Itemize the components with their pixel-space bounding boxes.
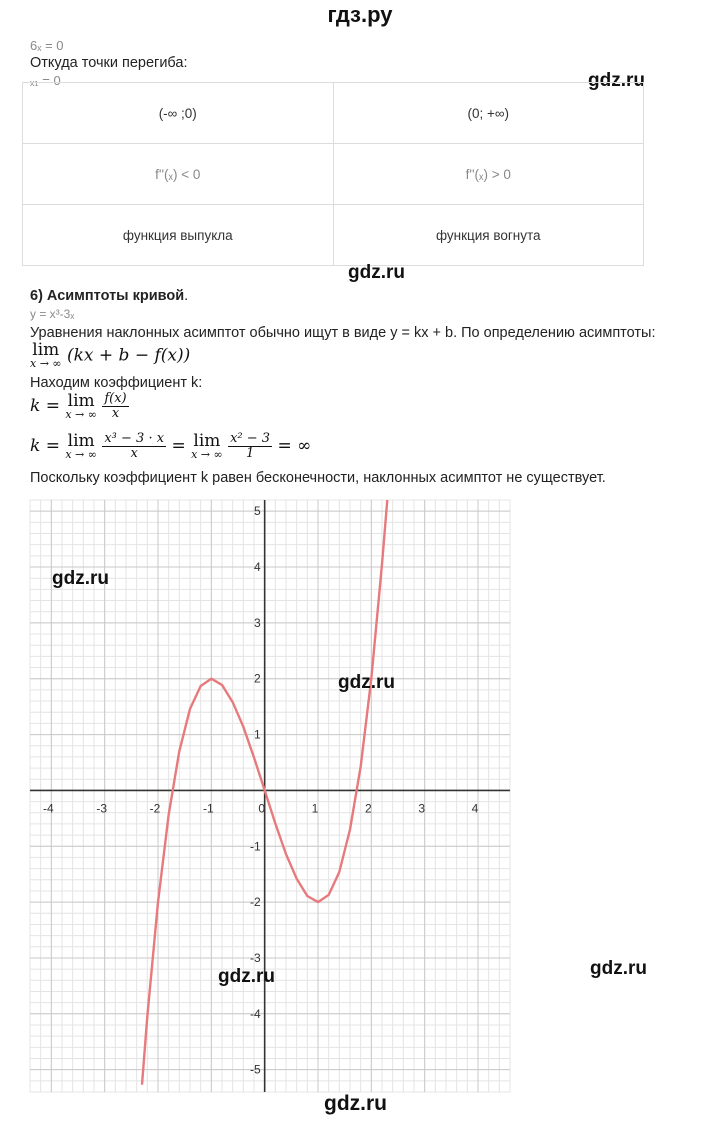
y-tick-label: 4 (253, 560, 261, 575)
watermark: gdz.ru (338, 672, 395, 693)
k-equals: k = (30, 396, 60, 416)
table-cell: f''(ₓ) > 0 (333, 144, 644, 205)
function-label: y = x³-3ₓ (30, 307, 75, 321)
lim-word: lim (193, 430, 221, 451)
fraction-denominator: x (111, 406, 120, 421)
fraction-numerator: x³ − 3 · x (104, 431, 165, 446)
x-tick-label: 4 (471, 801, 479, 816)
x-tick-label: -1 (202, 801, 214, 816)
watermark: gdz.ru (588, 70, 645, 91)
fraction-numerator: f(x) (104, 391, 127, 406)
watermark: gdz.ru (590, 958, 647, 979)
lim-word: lim (67, 430, 95, 451)
table-cell: функция выпукла (23, 205, 334, 266)
conclusion: Поскольку коэффициент k равен бесконечности, наклонных асимптот не существует. (30, 470, 606, 486)
y-tick-label: -3 (249, 950, 261, 965)
result: = ∞ (277, 436, 312, 456)
asymptote-intro: Уравнения наклонных асимптот обычно ищут в виде y = kx + b. По определению асимптоты: (30, 325, 656, 341)
section-heading-text: 6) Асимптоты кривой (30, 288, 185, 304)
lim-sub: x → ∞ (30, 357, 62, 370)
inflection-equation: 6ₓ = 0 (30, 38, 64, 53)
equals-sign: = (171, 436, 186, 456)
lim-sub: x → ∞ (65, 447, 97, 461)
heading-dot: . (184, 288, 189, 304)
x-tick-label: 3 (418, 801, 426, 816)
lim-word: lim (67, 390, 95, 411)
site-title: гдз.ру (327, 2, 393, 27)
watermark: gdz.ru (218, 966, 275, 987)
x-tick-label: -4 (42, 801, 54, 816)
table-cell: f''(ₓ) < 0 (23, 144, 334, 205)
table-cell: (0; +∞) (333, 83, 644, 144)
fraction-numerator: x² − 3 (230, 431, 271, 446)
y-tick-label: -1 (249, 839, 261, 854)
limit-body: (kx + b − f(x)) (66, 345, 191, 366)
table-cell: функция вогнута (333, 205, 644, 266)
y-tick-label: 1 (253, 727, 261, 742)
y-tick-label: -5 (249, 1062, 261, 1077)
x-tick-label: -2 (149, 801, 161, 816)
x-tick-label: 2 (364, 801, 372, 816)
lim-sub: x → ∞ (65, 407, 97, 421)
fraction-denominator: 1 (245, 446, 255, 461)
table-cell: (-∞ ;0) (23, 83, 334, 144)
x-tick-label: 1 (311, 801, 319, 816)
y-tick-label: -2 (249, 895, 261, 910)
x-tick-label: 0 (258, 801, 266, 816)
lim-sub: x → ∞ (191, 447, 223, 461)
inflection-label: Откуда точки перегиба: (30, 55, 188, 71)
watermark: gdz.ru (324, 1092, 387, 1115)
y-tick-label: 2 (253, 671, 261, 686)
watermark: gdz.ru (348, 262, 405, 283)
y-tick-label: -4 (249, 1006, 261, 1021)
k-equals: k = (30, 436, 60, 456)
x-tick-label: -3 (96, 801, 108, 816)
y-tick-label: 5 (253, 504, 261, 519)
inflection-point: ₓ₁ = 0 (30, 73, 61, 88)
fraction-denominator: x (130, 446, 138, 461)
watermark: gdz.ru (52, 568, 109, 589)
lim-word: lim (32, 340, 60, 360)
y-tick-label: 3 (253, 615, 261, 630)
find-k-label: Находим коэффициент k: (30, 375, 203, 391)
